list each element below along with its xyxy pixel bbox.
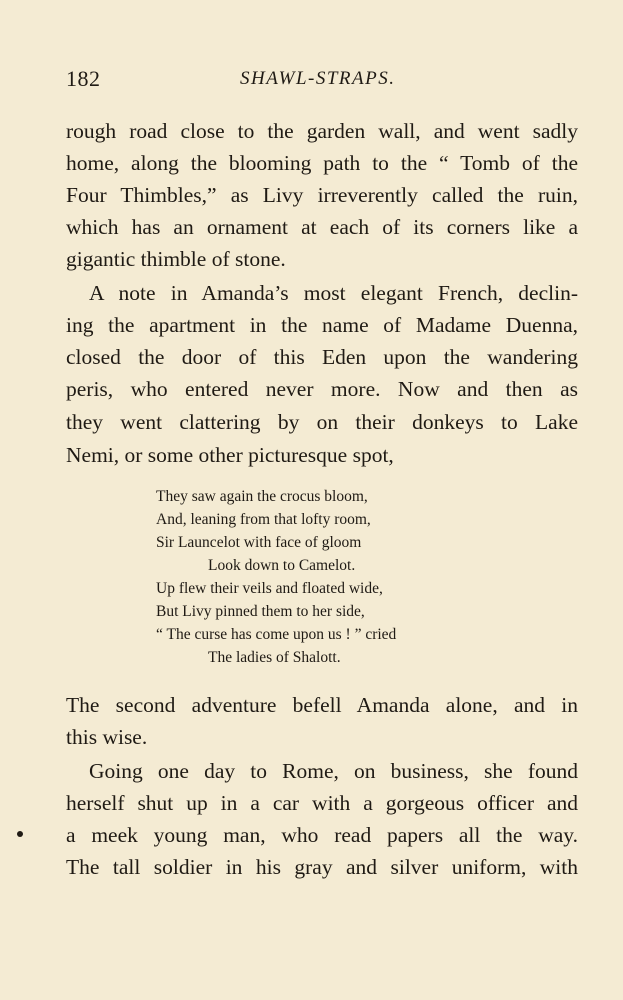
verse-line: “ The curse has come upon us ! ” cried — [156, 626, 397, 643]
body-line: peris, who entered never more. Now and then as — [66, 377, 578, 401]
verse-line: Look down to Camelot. — [208, 557, 356, 574]
verse-line: And, leaning from that lofty room, — [156, 511, 371, 528]
verse-line: But Livy pinned them to her side, — [156, 603, 365, 620]
verse-line: They saw again the crocus bloom, — [156, 488, 368, 505]
body-line: ing the apartment in the name of Madame Duenna, — [66, 313, 578, 337]
verse-line: Up flew their veils and floated wide, — [156, 580, 383, 597]
verse-line: Sir Launcelot with face of gloom — [156, 534, 362, 551]
body-line: home, along the blooming path to the “ Tomb of the — [66, 151, 578, 175]
ink-speck — [17, 831, 23, 837]
page-header — [66, 66, 586, 96]
body-line: they went clattering by on their donkeys to Lake — [66, 410, 578, 434]
body-line: The tall soldier in his gray and silver uniform, with — [66, 855, 578, 879]
body-line: which has an ornament at each of its corners like a — [66, 215, 578, 239]
body-line: A note in Amanda’s most elegant French, declin- — [89, 281, 578, 305]
running-head: SHAWL-STRAPS. — [240, 68, 396, 89]
verse-line: The ladies of Shalott. — [208, 649, 341, 666]
body-line: a meek young man, who read papers all the way. — [66, 823, 578, 847]
body-line: Going one day to Rome, on business, she found — [89, 759, 578, 783]
body-line: Four Thimbles,” as Livy irreverently called the ruin, — [66, 183, 578, 207]
page-number: 182 — [66, 66, 101, 91]
body-line: this wise. — [66, 725, 148, 749]
body-line: Nemi, or some other picturesque spot, — [66, 443, 394, 467]
body-line: rough road close to the garden wall, and went sadly — [66, 119, 578, 143]
body-line: closed the door of this Eden upon the wandering — [66, 345, 578, 369]
body-line: The second adventure befell Amanda alone, and in — [66, 693, 578, 717]
body-line: herself shut up in a car with a gorgeous officer and — [66, 791, 578, 815]
body-line: gigantic thimble of stone. — [66, 247, 286, 271]
